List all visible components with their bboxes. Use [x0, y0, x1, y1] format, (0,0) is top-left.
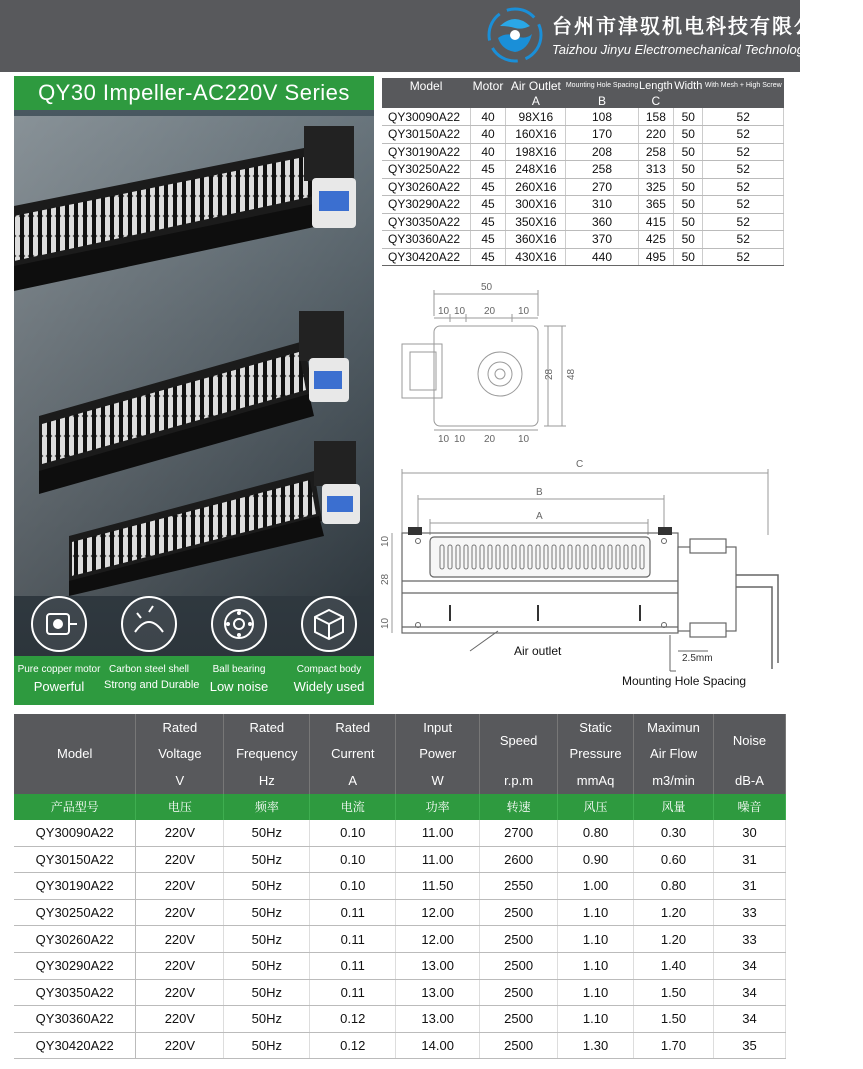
spec-row: QY30350A22 220V 50Hz 0.11 13.00 2500 1.10 1.50 34 [14, 979, 786, 1006]
front-dim-c: C [576, 459, 584, 470]
series-title: QY30 Impeller-AC220V Series [14, 76, 374, 110]
side-bottom-dim-3: 20 [484, 434, 496, 445]
dimensions-table [382, 78, 784, 266]
spec-header-row-2: Voltage Frequency Current Power Pressure Air Flow [14, 741, 786, 768]
bearing-icon [211, 596, 267, 652]
front-left-dim-3: 10 [380, 617, 391, 629]
mounting-hole-callout: Mounting Hole Spacing [622, 674, 747, 688]
spec-cn-header-row: 产品型号 电压 频率 电流 功率 转速 风压 风量 噪音 [14, 794, 786, 820]
side-right-dim-2: 48 [566, 368, 577, 380]
front-view-drawing [378, 455, 790, 695]
company-name-cn: 台州市津驭机电科技有限公司 [552, 14, 838, 38]
side-bottom-dim-4: 10 [518, 434, 530, 445]
dims-subheader-row: A B C [382, 93, 784, 108]
spec-row: QY30090A22 220V 50Hz 0.10 11.00 2700 0.80 0.30 30 [14, 820, 786, 847]
spec-row: QY30420A22 220V 50Hz 0.12 14.00 2500 1.30 1.70 35 [14, 1032, 786, 1059]
dims-row: QY30420A22 45 430X16 440 495 50 52 [382, 248, 784, 266]
spec-row: QY30190A22 220V 50Hz 0.10 11.50 2550 1.00 0.80 31 [14, 873, 786, 900]
spec-header-row-1: Model Rated Rated Rated Input Speed Static Maximun Noise [14, 714, 786, 741]
dims-row: QY30360A22 45 360X16 370 425 50 52 [382, 231, 784, 249]
feature-carbon-shell: Carbon steel shell Strong and Durable [104, 664, 200, 691]
side-dim-1: 10 [438, 306, 450, 317]
feature-compact-body: Compact body Widely used [293, 664, 365, 694]
side-bottom-dim-1: 10 [438, 434, 450, 445]
copper-motor-icon [31, 596, 87, 652]
spec-row: QY30290A22 220V 50Hz 0.11 13.00 2500 1.10 1.40 34 [14, 952, 786, 979]
dims-row: QY30250A22 45 248X16 258 313 50 52 [382, 161, 784, 179]
dims-row: QY30090A22 40 98X16 108 158 50 52 [382, 108, 784, 126]
company-logo [486, 6, 544, 64]
air-outlet-callout: Air outlet [514, 644, 562, 658]
spec-header-row-3: V Hz A W r.p.m mmAq m3/min dB-A [14, 767, 786, 794]
cube-icon [301, 596, 357, 652]
side-view-drawing [388, 276, 588, 446]
front-left-dim-2: 28 [380, 573, 391, 585]
side-dim-4: 10 [518, 306, 530, 317]
spec-row: QY30360A22 220V 50Hz 0.12 13.00 2500 1.10 1.50 34 [14, 1006, 786, 1033]
product-panel [14, 76, 374, 705]
side-top-dim: 50 [481, 282, 493, 293]
side-dim-2: 10 [454, 306, 466, 317]
header-bar [0, 0, 863, 72]
front-dim-a: A [536, 511, 543, 522]
dims-row: QY30290A22 45 300X16 310 365 50 52 [382, 196, 784, 214]
dims-header-row: Model Motor Air Outlet Mounting Hole Spacing Length Width With Mesh + High Screw [382, 78, 784, 93]
side-right-dim-1: 28 [544, 368, 555, 380]
product-photo [14, 116, 374, 596]
spec-row: QY30150A22 220V 50Hz 0.10 11.00 2600 0.90 0.60 31 [14, 846, 786, 873]
side-bottom-dim-2: 10 [454, 434, 466, 445]
thickness-callout: 2.5mm [682, 653, 713, 664]
side-dim-3: 20 [484, 306, 496, 317]
dims-row: QY30260A22 45 260X16 270 325 50 52 [382, 178, 784, 196]
feature-copper-motor: Pure copper motor Powerful [17, 664, 101, 694]
spec-table [14, 714, 786, 1059]
feature-strip [14, 656, 374, 705]
shell-icon [121, 596, 177, 652]
spec-row: QY30260A22 220V 50Hz 0.11 12.00 2500 1.10 1.20 33 [14, 926, 786, 953]
dims-row: QY30350A22 45 350X16 360 415 50 52 [382, 213, 784, 231]
front-dim-b: B [536, 487, 543, 498]
dims-row: QY30150A22 40 160X16 170 220 50 52 [382, 126, 784, 144]
front-left-dim-1: 10 [380, 535, 391, 547]
company-name-en: Taizhou Jinyu Electromechanical Technology Co., Ltd. [552, 42, 863, 57]
spec-row: QY30250A22 220V 50Hz 0.11 12.00 2500 1.10 1.20 33 [14, 899, 786, 926]
dims-row: QY30190A22 40 198X16 208 258 50 52 [382, 143, 784, 161]
feature-ball-bearing: Ball bearing Low noise [209, 664, 269, 694]
